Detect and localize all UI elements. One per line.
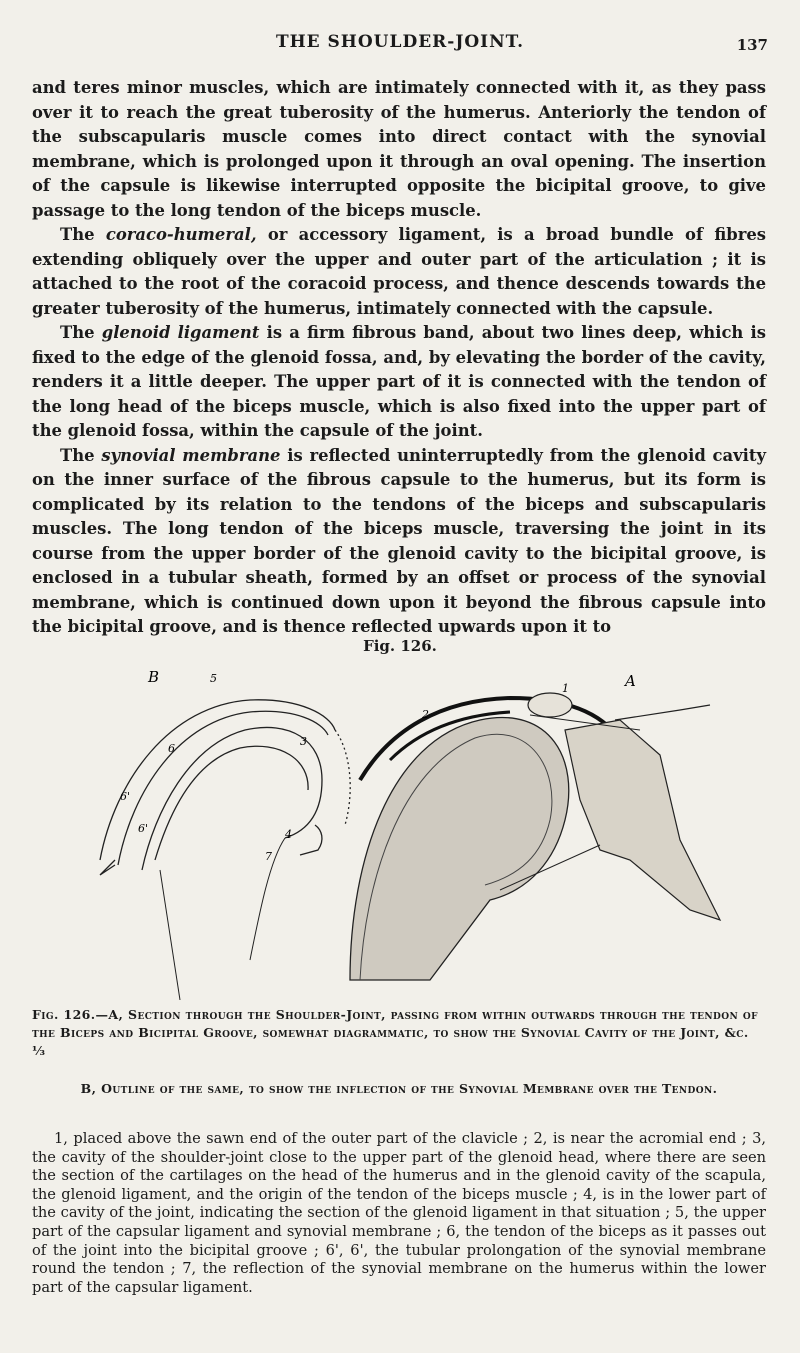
- figure-legend: [32, 1130, 766, 1297]
- paragraph-3: The glenoid ligament is a firm fibrous band, about two lines deep, which is fixed to the edge of the glenoid fossa, and, by elevating the border of the cavity, renders it a little deeper. The upper part of it is connected with the tendon of the long head of the biceps muscle, which is also fixed into the upper part of the glenoid fossa, within the capsule of the joint.: [32, 323, 766, 440]
- figure-caption-a: Fig. 126.—A, Section through the Shoulder-Joint, passing from within outwards through the tendon of the Biceps and Bicipital Groove, somewhat diagrammatic, to show the Synovial Cavity of the Joint, &c. ⅓: [32, 1007, 758, 1058]
- label-3: 3: [300, 735, 307, 748]
- label-2: 2: [422, 708, 429, 721]
- term-coraco-humeral: coraco-humeral,: [105, 225, 257, 244]
- figure-illustration: [60, 660, 760, 1000]
- label-1: 1: [562, 682, 569, 695]
- page-number: 137: [736, 36, 768, 54]
- figure-letter-a: A: [625, 672, 636, 690]
- figure-caption-b: B, Outline of the same, to show the inflection of the Synovial Membrane over the Tendon.: [80, 1081, 718, 1096]
- label-7: 7: [265, 850, 272, 863]
- shoulder-joint-drawing: [60, 660, 760, 1000]
- label-5: 5: [210, 672, 217, 685]
- figure-label: Fig. 126.: [363, 637, 437, 655]
- section-drawing-a: [350, 693, 720, 980]
- running-title: THE SHOULDER-JOINT.: [275, 32, 525, 52]
- label-4: 4: [285, 828, 292, 841]
- label-6-prime-a: 6': [120, 790, 131, 803]
- figure-letter-b: B: [148, 668, 160, 686]
- paragraph-1: and teres minor muscles, which are intimately connected with it, as they pass over it to reach the great tuberosity of the humerus. Anteriorly the tendon of the subscapularis muscle comes into direct contact with the synovial membrane, which is prolonged upon it through an oval opening. The insertion of the capsule is likewise interrupted opposite the bicipital groove, to give passage to the long tendon of the biceps muscle.: [32, 78, 766, 220]
- label-6-prime-b: 6': [138, 822, 149, 835]
- page-header: [0, 32, 800, 56]
- legend-text: 1, placed above the sawn end of the outer part of the clavicle ; 2, is near the acromial end ; 3, the cavity of the shoulder-joint close to the upper part of the glenoid head, where there are seen the section of the cartilages on the head of the humerus and in the glenoid cavity of the scapula, the glenoid ligament, and the origin of the tendon of the biceps muscle ; 4, is in the lower part of the cavity of the joint, indicating the section of the glenoid ligament in that situation ; 5, the upper part of the capsular ligament and synovial membrane ; 6, the tendon of the biceps as it passes out of the joint into the bicipital groove ; 6', 6', the tubular prolongation of the synovial membrane round the tendon ; 7, the reflection of the synovial membrane on the humerus within the lower part of the capsular ligament.: [32, 1130, 766, 1296]
- term-synovial-membrane: synovial membrane: [101, 445, 281, 465]
- paragraph-2: The coraco-humeral, or accessory ligament, is a broad bundle of fibres extending obliquely over the upper and outer part of the articulation ; it is attached to the root of the coracoid process, and thence descends towards the greater tuberosity of the humerus, intimately connected with the capsule.: [32, 225, 767, 318]
- label-6: 6: [168, 742, 175, 755]
- term-glenoid-ligament: glenoid ligament: [101, 323, 260, 342]
- paragraph-4: The synovial membrane is reflected uninterruptedly from the glenoid cavity on the inner surface of the fibrous capsule to the humerus, but its form is complicated by its relation to the tendons of the biceps and subscapularis muscles. The long tendon of the biceps muscle, traversing the joint in its course from the upper border of the glenoid cavity to the bicipital groove, is enclosed in a tubular sheath, formed by an offset or process of the synovial membrane, which is continued down upon it beyond the fibrous capsule into the bicipital groove, and is thence reflected upwards upon it to: [32, 445, 767, 636]
- body-text: [32, 76, 766, 640]
- outline-drawing-b: [100, 700, 350, 1000]
